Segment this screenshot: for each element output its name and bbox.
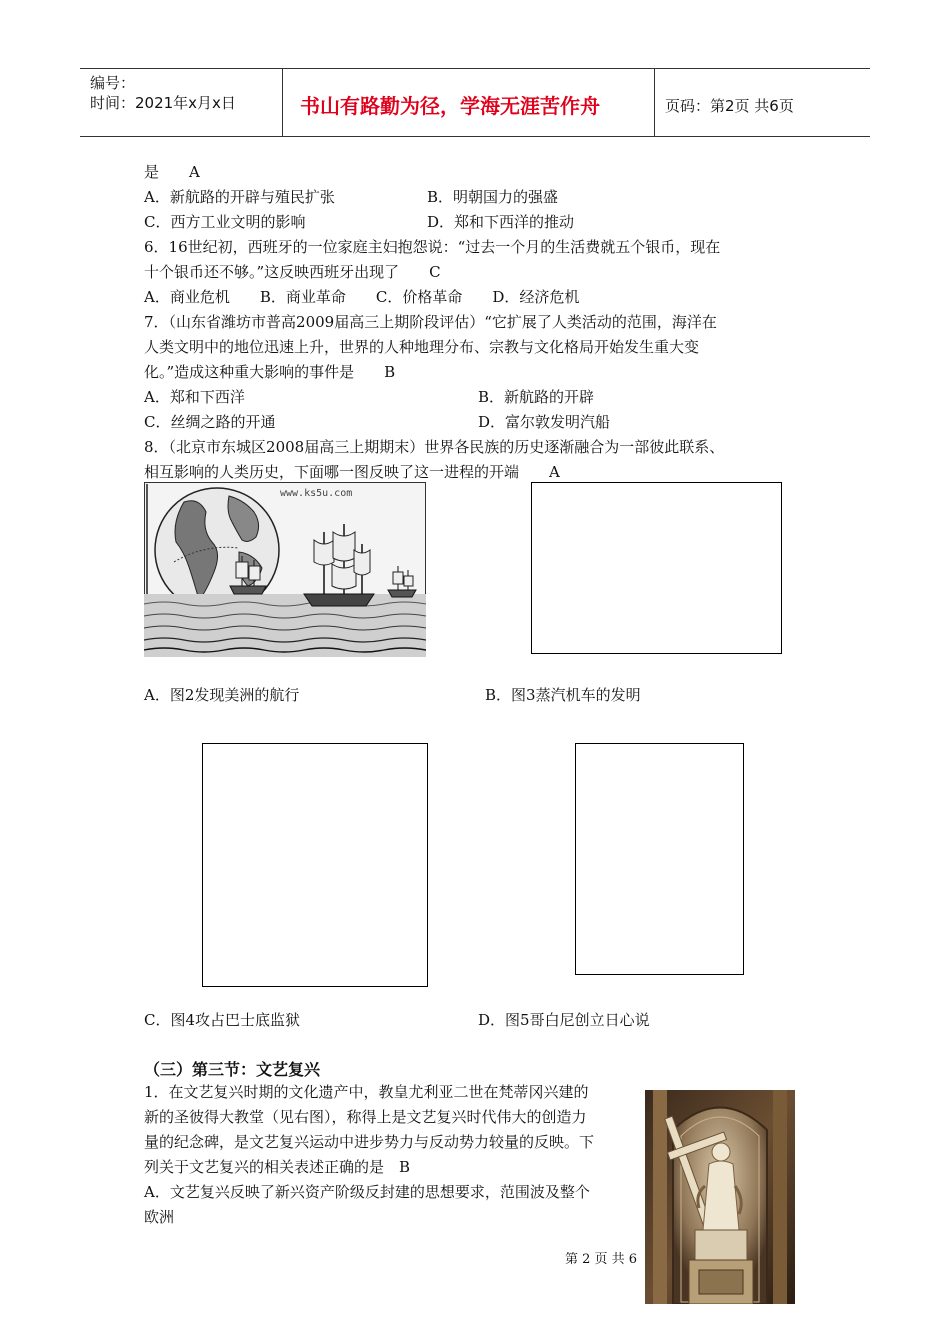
header-motto: 书山有路勤为径，学海无涯苦作舟 xyxy=(300,94,600,118)
answer-line: 是 A xyxy=(144,163,200,181)
question-8-line-2: 相互影响的人类历史，下面哪一图反映了这一进程的开端 A xyxy=(144,463,560,481)
page-footer: 第 2 页 共 6 xyxy=(565,1252,638,1267)
section-option-a-line-2: 欧洲 xyxy=(144,1208,175,1226)
figure-5-placeholder xyxy=(575,743,744,975)
question-7-line-1: 7．（山东省潍坊市普高2009届高三上期阶段评估）“它扩展了人类活动的范围，海洋在 xyxy=(144,313,717,331)
header-bottom-rule xyxy=(80,136,870,137)
question-6-line-2: 十个银币还不够。”这反映西班牙出现了 C xyxy=(144,263,441,281)
figure-4-placeholder xyxy=(202,743,428,987)
header-page-label: 页码：第2页 共6页 xyxy=(665,97,794,115)
caption-figure-3: B．图3蒸汽机车的发明 xyxy=(485,686,641,704)
caption-figure-2: A．图2发现美洲的航行 xyxy=(144,686,300,704)
section-question-line-1: 1．在文艺复兴时期的文化遗产中，教皇尤利亚二世在梵蒂冈兴建的 xyxy=(144,1083,589,1101)
section-title: （三）第三节：文艺复兴 xyxy=(144,1060,321,1079)
header-time-label: 时间：2021年x月x日 xyxy=(90,94,236,112)
question-8-line-1: 8．（北京市东城区2008届高三上期期末）世界各民族的历史逐渐融合为一部彼此联系、 xyxy=(144,438,725,456)
header-divider-right xyxy=(654,68,655,136)
header-top-rule xyxy=(80,68,870,69)
option-a: A．新航路的开辟与殖民扩张 xyxy=(144,188,335,206)
question-6-options: A．商业危机 B．商业革命 C．价格革命 D．经济危机 xyxy=(144,288,580,306)
question-7-option-a: A．郑和下西洋 xyxy=(144,388,245,406)
figure-3-placeholder xyxy=(531,482,782,654)
section-option-a-line-1: A．文艺复兴反映了新兴资产阶级反封建的思想要求，范围波及整个 xyxy=(144,1183,590,1201)
question-7-option-c: C．丝绸之路的开通 xyxy=(144,413,276,431)
question-7-line-2: 人类文明中的地位迅速上升，世界的人种地理分布、宗教与文化格局开始发生重大变 xyxy=(144,338,700,356)
st-peters-statue-photo xyxy=(645,1090,795,1304)
voyage-ships-image xyxy=(144,482,426,657)
option-c: C．西方工业文明的影响 xyxy=(144,213,306,231)
question-6-line-1: 6．16世纪初，西班牙的一位家庭主妇抱怨说：“过去一个月的生活费就五个银币，现在 xyxy=(144,238,721,256)
option-d: D．郑和下西洋的推动 xyxy=(427,213,575,231)
header-divider-left xyxy=(282,68,283,136)
question-7-option-b: B．新航路的开辟 xyxy=(478,388,595,406)
option-b: B．明朝国力的强盛 xyxy=(427,188,559,206)
header-number-label: 编号： xyxy=(90,74,136,92)
image-watermark: www.ks5u.com xyxy=(280,488,353,499)
question-7-option-d: D．富尔敦发明汽船 xyxy=(478,413,611,431)
caption-figure-4: C．图4攻占巴士底监狱 xyxy=(144,1011,301,1029)
caption-figure-5: D．图5哥白尼创立日心说 xyxy=(478,1011,650,1029)
section-question-line-2: 新的圣彼得大教堂（见右图），称得上是文艺复兴时代伟大的创造力 xyxy=(144,1108,587,1126)
question-7-line-3: 化。”造成这种重大影响的事件是 B xyxy=(144,363,396,381)
section-question-line-4: 列关于文艺复兴的相关表述正确的是 B xyxy=(144,1158,411,1176)
section-question-line-3: 量的纪念碑，是文艺复兴运动中进步势力与反动势力较量的反映。下 xyxy=(144,1133,595,1151)
